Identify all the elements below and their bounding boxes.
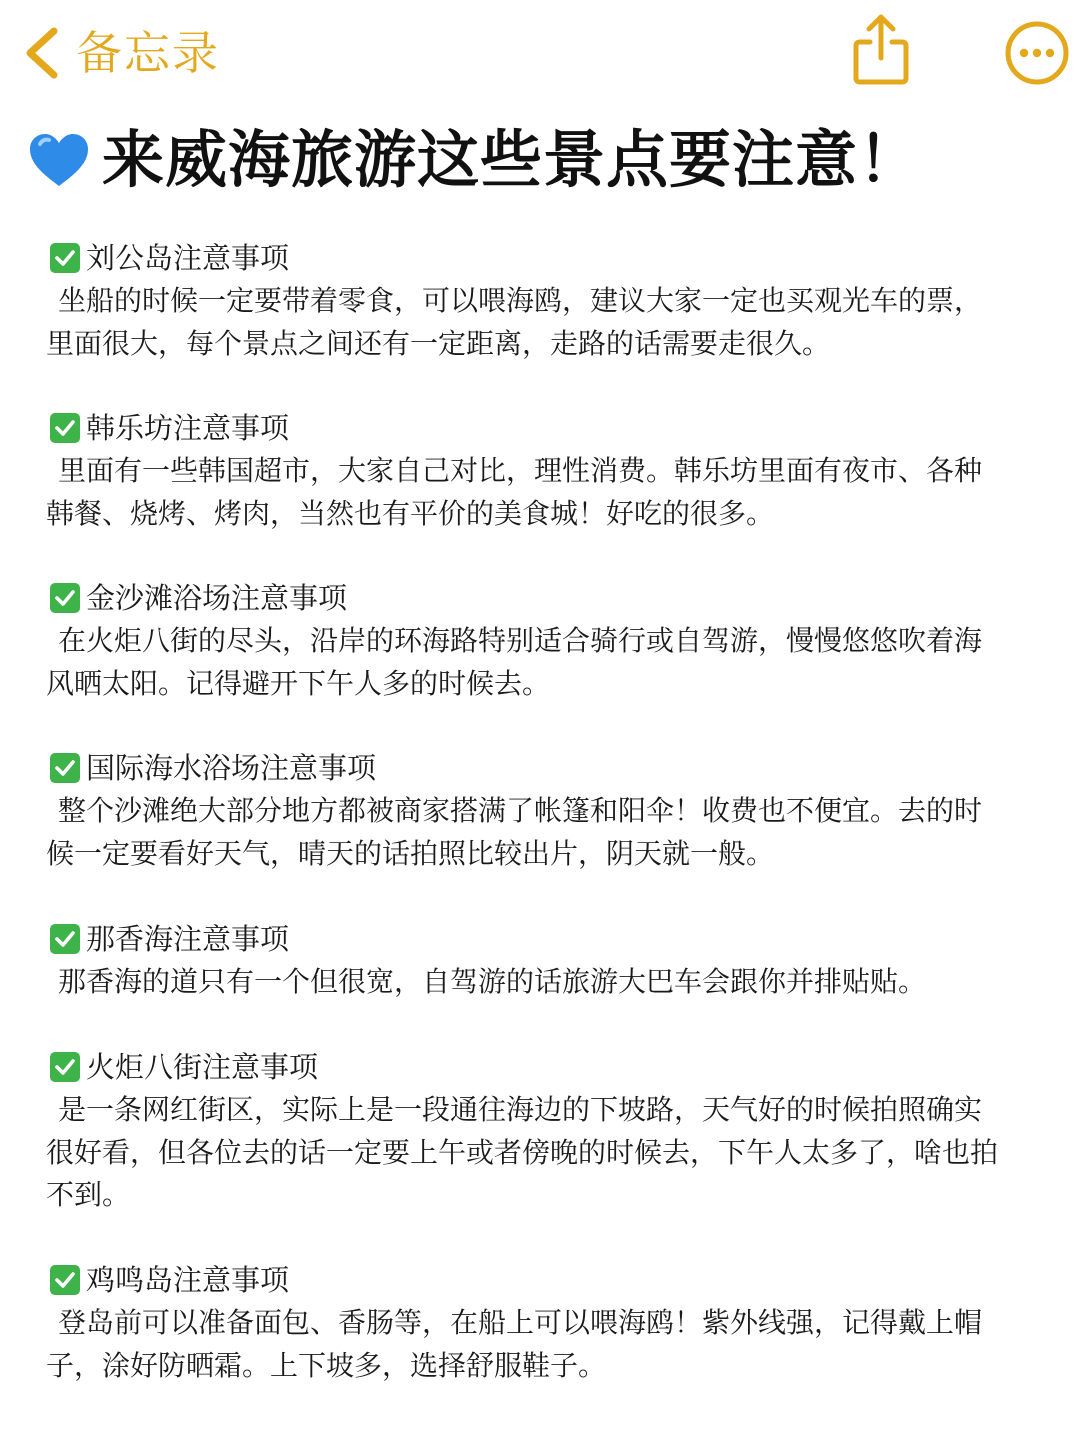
check-mark-icon bbox=[50, 924, 80, 954]
check-mark-icon bbox=[50, 1052, 80, 1082]
more-icon bbox=[1002, 20, 1072, 86]
section-body: 里面有一些韩国超市，大家自己对比，理性消费。韩乐坊里面有夜市、各种韩餐、烧烤、烤肉，当然也有平价的美食城！好吃的很多。 bbox=[46, 454, 983, 530]
check-mark-icon bbox=[50, 753, 80, 783]
nav-bar bbox=[0, 0, 1080, 110]
section-heading bbox=[50, 746, 1006, 790]
share-button[interactable] bbox=[846, 12, 916, 88]
note-title bbox=[26, 118, 921, 202]
section-title: 金沙滩浴场注意事项 bbox=[86, 581, 348, 615]
check-mark-icon bbox=[50, 243, 80, 273]
more-button[interactable] bbox=[1002, 20, 1072, 86]
section-naxianghai bbox=[46, 917, 1006, 1004]
section-title: 鸡鸣岛注意事项 bbox=[86, 1263, 290, 1297]
section-body: 在火炬八街的尽头，沿岸的环海路特别适合骑行或自驾游，慢慢悠悠吹着海风晒太阳。记得避开下午人多的时候去。 bbox=[46, 624, 983, 700]
section-liugong-island bbox=[46, 236, 1006, 365]
check-mark-icon bbox=[50, 583, 80, 613]
section-body: 是一条网红街区，实际上是一段通往海边的下坡路，天气好的时候拍照确实很好看，但各位去的话一定要上午或者傍晚的时候去，下午人太多了，啥也拍不到。 bbox=[46, 1093, 999, 1211]
share-icon bbox=[846, 12, 916, 88]
section-huoju-8th-street bbox=[46, 1045, 1006, 1217]
back-button[interactable] bbox=[22, 22, 220, 84]
section-title: 那香海注意事项 bbox=[86, 922, 290, 956]
section-body: 登岛前可以准备面包、香肠等，在船上可以喂海鸥！紫外线强，记得戴上帽子，涂好防晒霜。上下坡多，选择舒服鞋子。 bbox=[46, 1306, 983, 1382]
section-title: 火炬八街注意事项 bbox=[86, 1050, 319, 1084]
title-text: 来威海旅游这些景点要注意！ bbox=[102, 123, 922, 196]
check-mark-icon bbox=[50, 413, 80, 443]
section-title: 国际海水浴场注意事项 bbox=[86, 751, 377, 785]
section-heading bbox=[50, 917, 1006, 961]
section-body: 整个沙滩绝大部分地方都被商家搭满了帐篷和阳伞！收费也不便宜。去的时候一定要看好天气，晴天的话拍照比较出片，阴天就一般。 bbox=[46, 794, 983, 870]
section-jiming-island bbox=[46, 1258, 1006, 1387]
section-jinsha-beach bbox=[46, 576, 1006, 705]
back-label: 备忘录 bbox=[76, 26, 220, 80]
section-title: 刘公岛注意事项 bbox=[86, 241, 290, 275]
chevron-left-icon bbox=[22, 25, 62, 81]
section-heading bbox=[50, 1258, 1006, 1302]
section-heading bbox=[50, 1045, 1006, 1089]
section-title: 韩乐坊注意事项 bbox=[86, 411, 290, 445]
section-heading bbox=[50, 406, 1006, 450]
section-hanlefang bbox=[46, 406, 1006, 535]
section-heading bbox=[50, 576, 1006, 620]
section-international-beach bbox=[46, 746, 1006, 875]
blue-heart-icon bbox=[26, 130, 92, 190]
section-heading bbox=[50, 236, 1006, 280]
section-body: 那香海的道只有一个但很宽，自驾游的话旅游大巴车会跟你并排贴贴。 bbox=[58, 965, 927, 998]
section-body: 坐船的时候一定要带着零食，可以喂海鸥，建议大家一定也买观光车的票，里面很大，每个景点之间还有一定距离，走路的话需要走很久。 bbox=[46, 284, 983, 360]
check-mark-icon bbox=[50, 1265, 80, 1295]
